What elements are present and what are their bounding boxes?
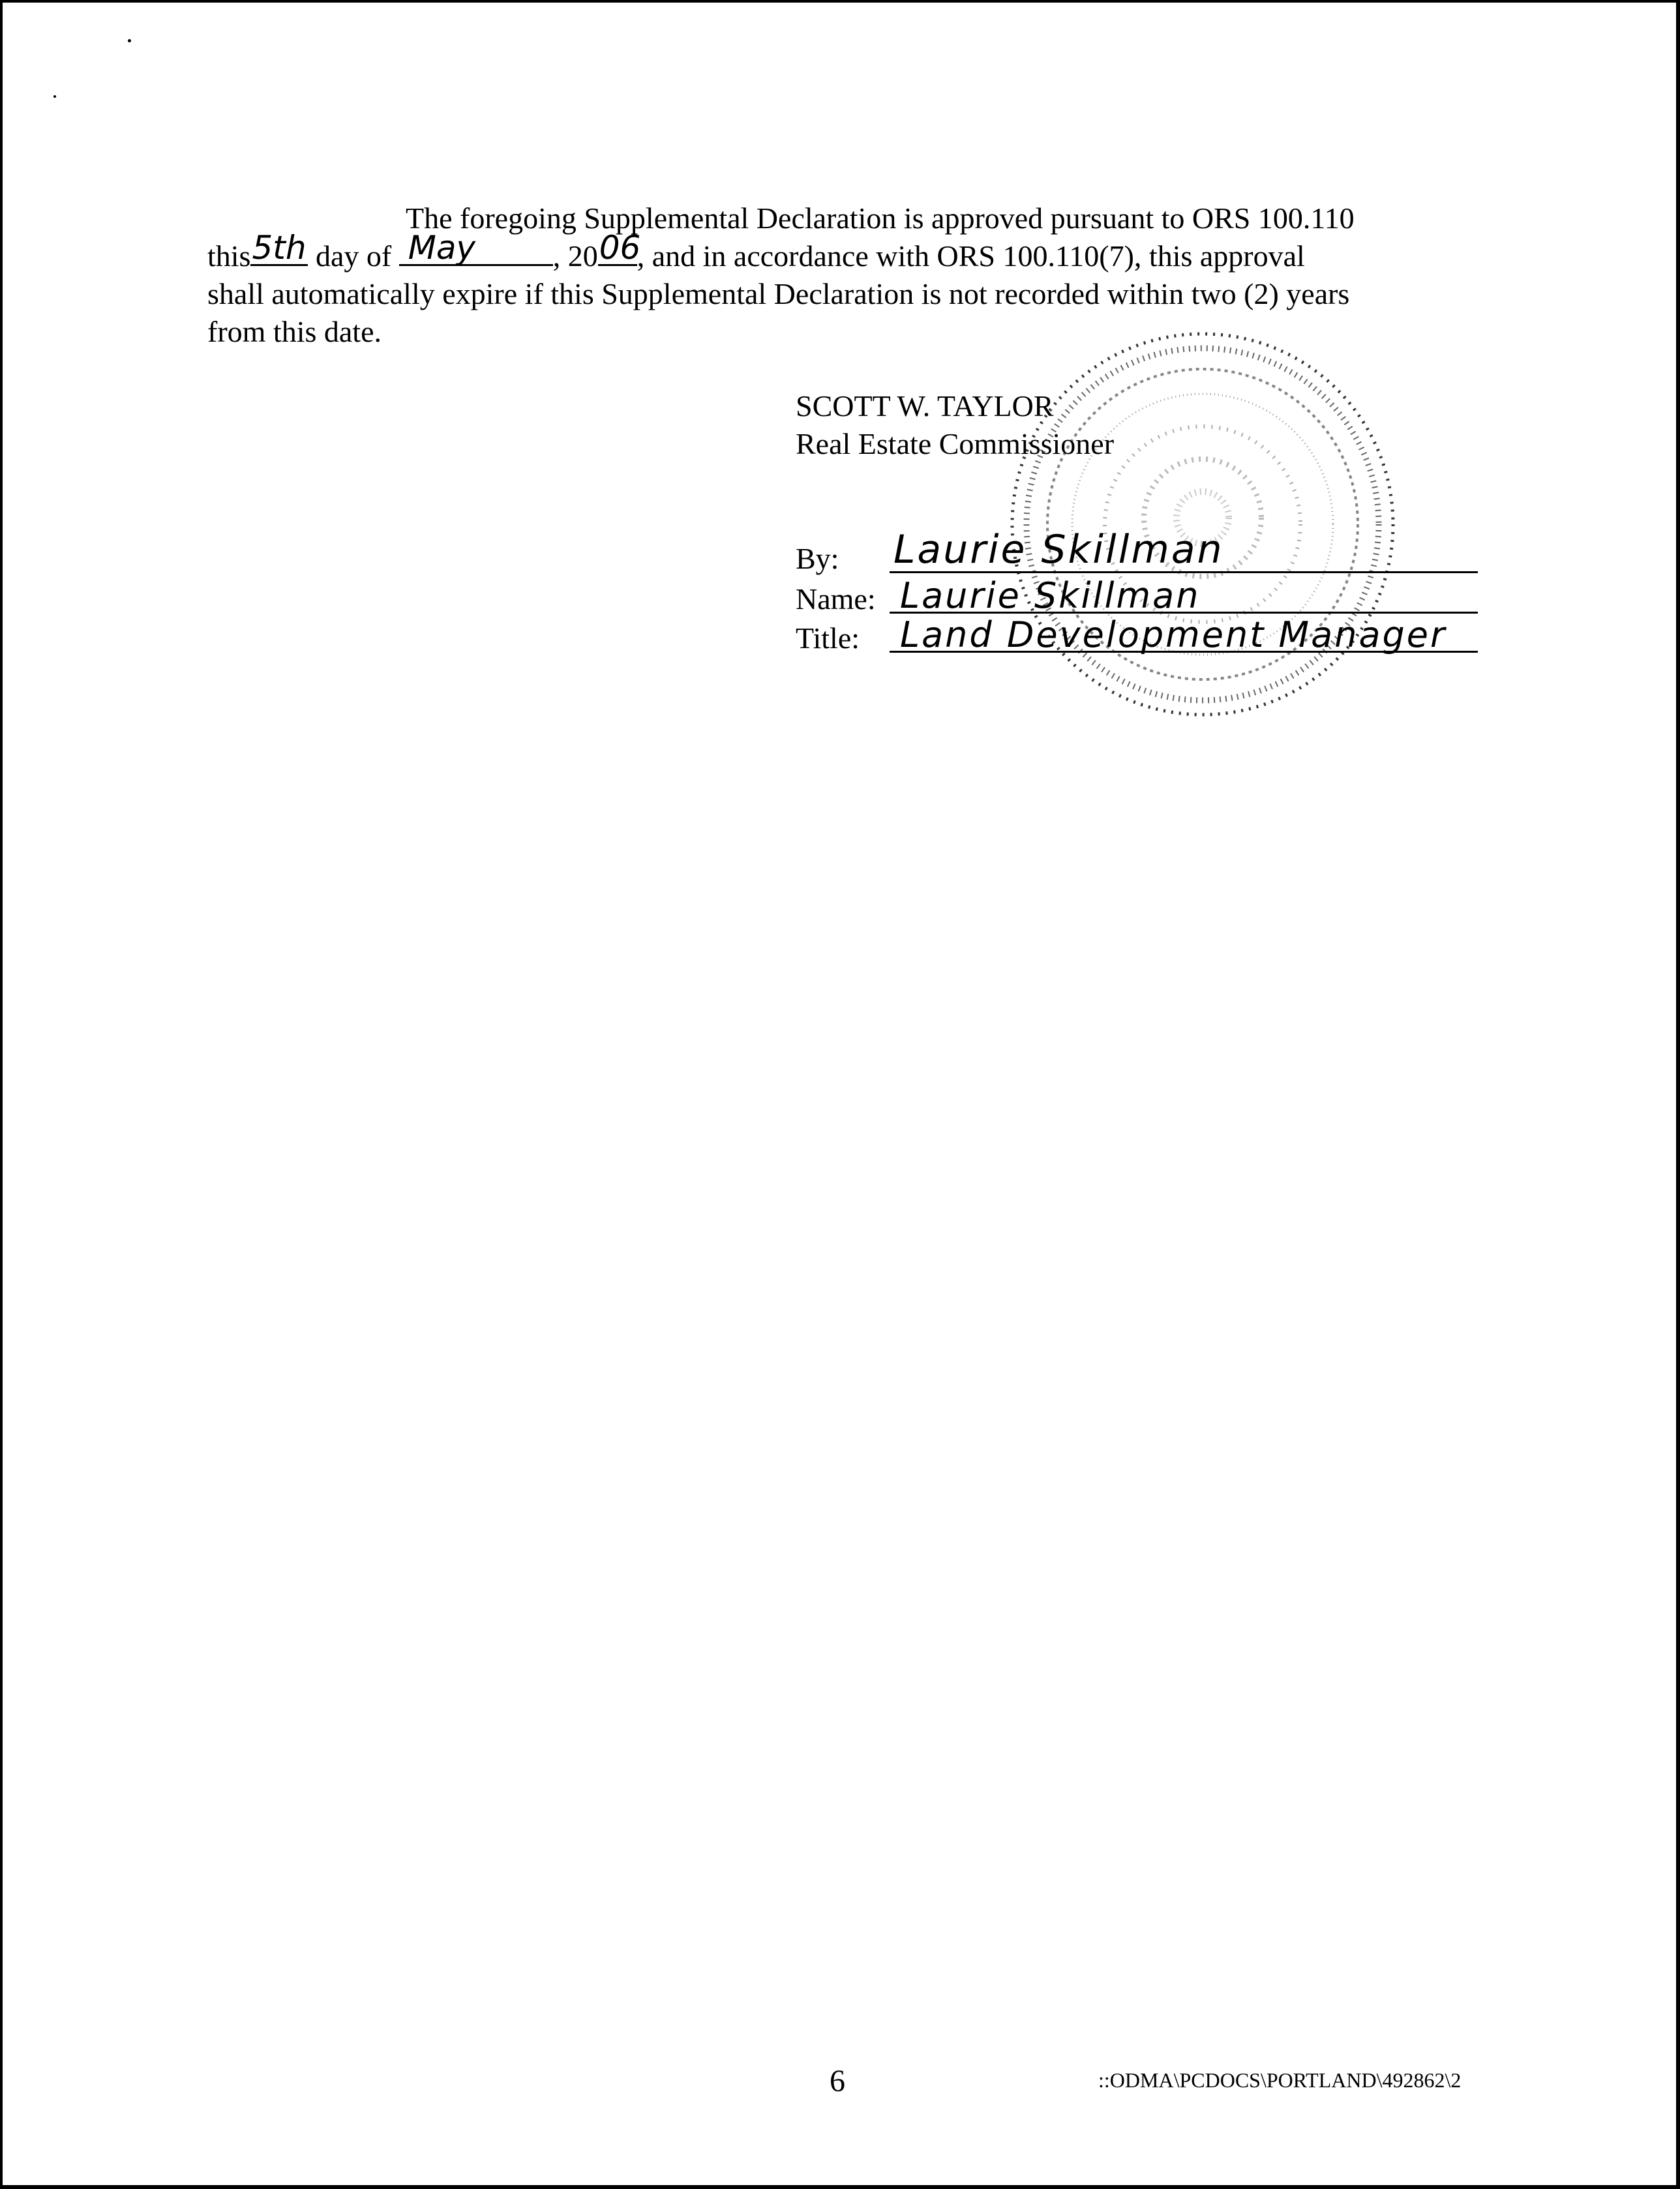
signatory-block xyxy=(796,387,1114,463)
title-label: Title: xyxy=(796,621,860,655)
approval-line-2: this 5th day of May , 20 06 , and in accordance with ORS 100.110(7), this approval xyxy=(207,229,1305,273)
by-label: By: xyxy=(796,542,839,575)
scan-speck xyxy=(53,95,56,98)
by-row xyxy=(796,527,1224,576)
handwritten-signature: Laurie Skillman xyxy=(893,527,1224,573)
signatory-name: SCOTT W. TAYLOR xyxy=(796,389,1054,423)
scan-speck xyxy=(128,39,131,42)
month-fill-line xyxy=(399,229,553,267)
approval-line-1: The foregoing Supplemental Declaration is approved pursuant to ORS 100.110 xyxy=(406,201,1355,235)
page-number: 6 xyxy=(830,2064,845,2098)
day-handwritten: 5th xyxy=(252,229,307,267)
name-label: Name: xyxy=(796,582,876,616)
document-reference: ::ODMA\PCDOCS\PORTLAND\492862\2 xyxy=(1098,2068,1462,2092)
handwritten-title: Land Development Manager xyxy=(900,614,1447,655)
title-row xyxy=(796,614,1447,655)
day-fill-line xyxy=(250,229,308,267)
approval-line-4: from this date. xyxy=(207,315,382,348)
year-fill-line xyxy=(598,229,641,267)
handwritten-name: Laurie Skillman xyxy=(900,575,1201,616)
signatory-title: Real Estate Commissioner xyxy=(796,427,1115,460)
official-seal-stamp xyxy=(994,322,1411,726)
approval-line-3: shall automatically expire if this Supplemental Declaration is not recorded within two (2) years xyxy=(207,277,1350,310)
year-handwritten: 06 xyxy=(599,229,641,267)
month-handwritten: May xyxy=(408,229,476,267)
name-row xyxy=(796,575,1201,616)
